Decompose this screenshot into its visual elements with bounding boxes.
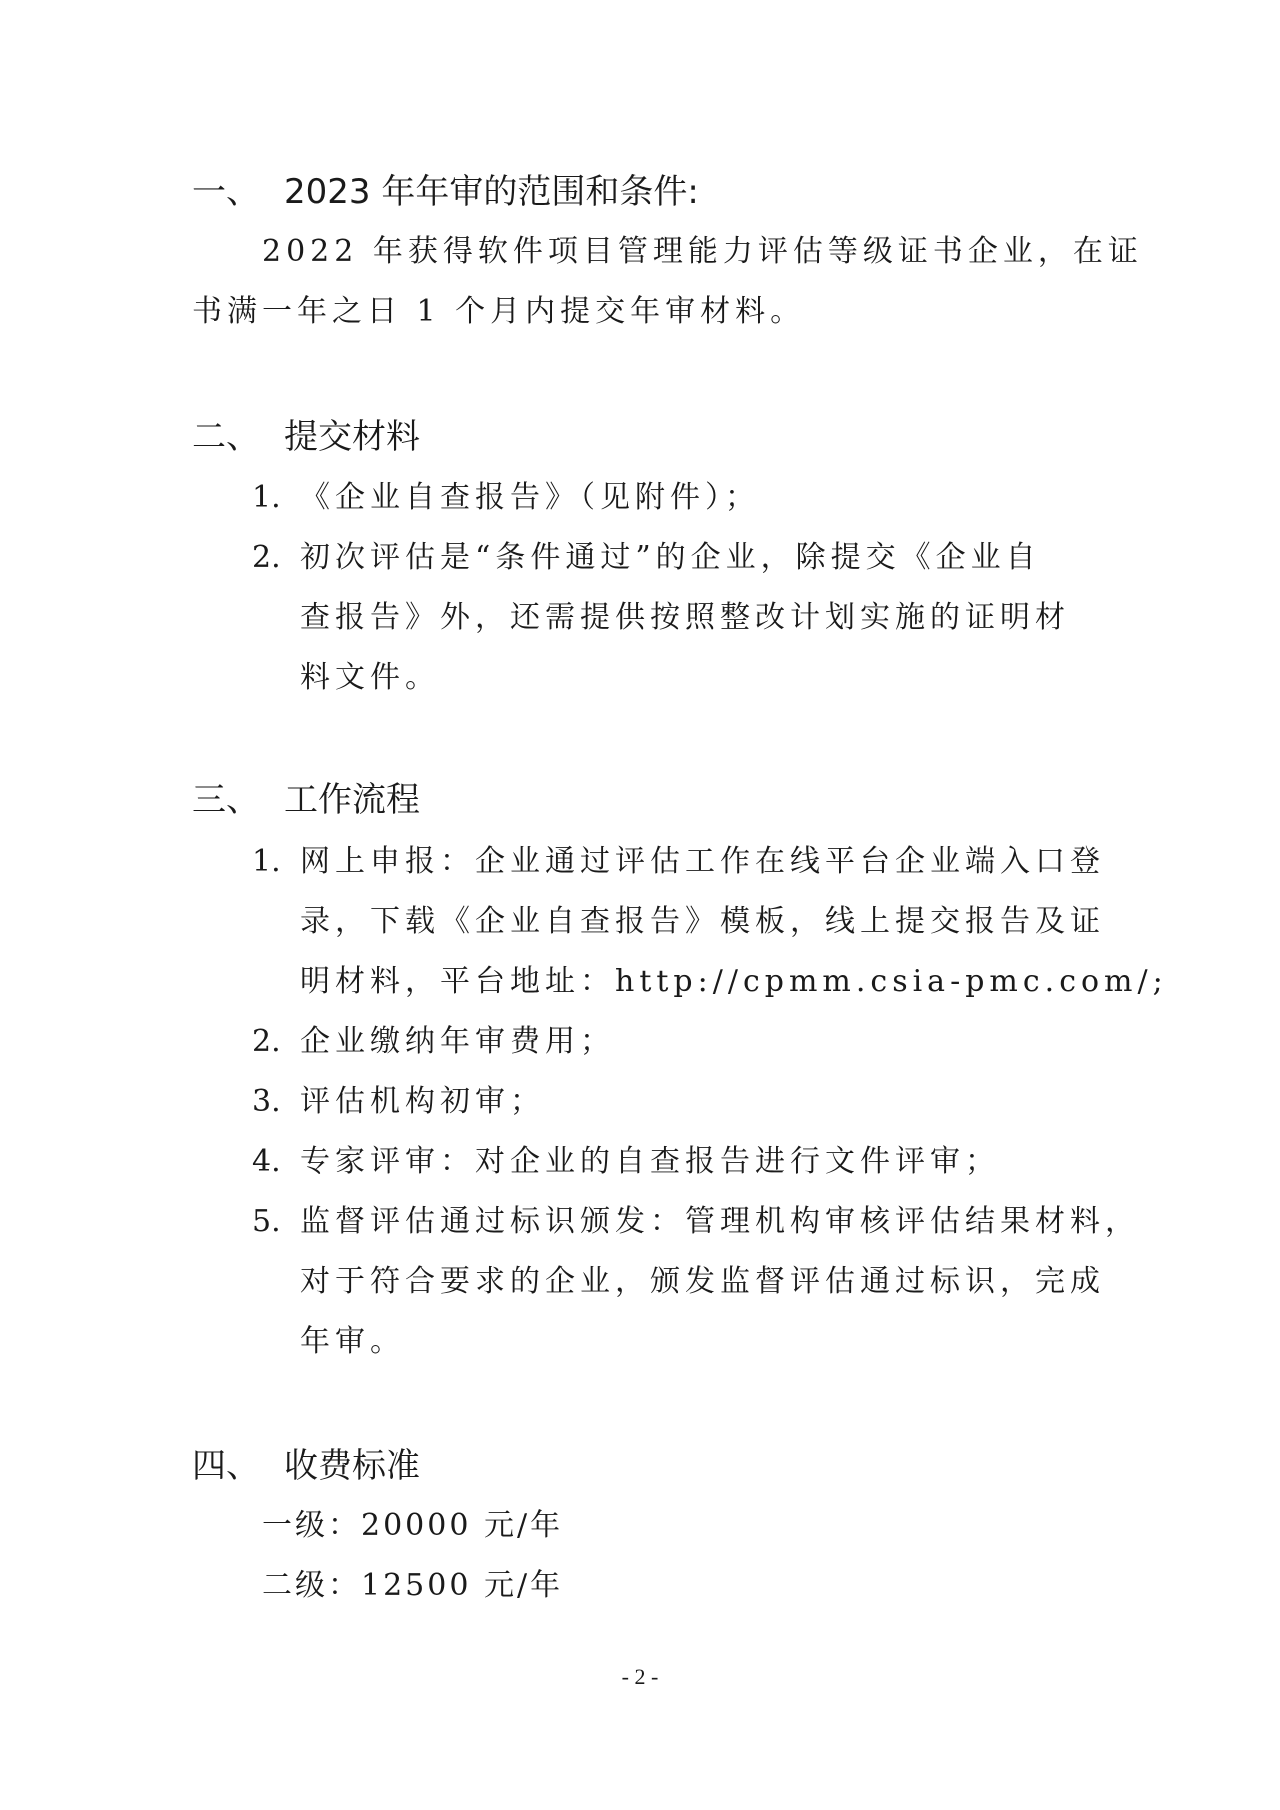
fee-level-1: 一级：20000 元/年 bbox=[262, 1508, 564, 1543]
list-item-number: 2. bbox=[252, 540, 281, 575]
section-3-number: 三、 bbox=[192, 780, 260, 820]
section-1-heading bbox=[192, 172, 699, 212]
section-1-paragraph-line-2: 书满一年之日 1 个月内提交年审材料。 bbox=[192, 294, 806, 329]
section-4-title: 收费标准 bbox=[284, 1446, 420, 1486]
list-item-number: 4. bbox=[252, 1144, 281, 1179]
list-item bbox=[252, 1132, 1000, 1192]
list-item-number: 2. bbox=[252, 1024, 281, 1059]
list-item-text: 评估机构初审； bbox=[300, 1084, 545, 1119]
section-1-number: 一、 bbox=[192, 172, 260, 212]
list-item-text: 网上申报：企业通过评估工作在线平台企业端入口登 bbox=[300, 844, 1105, 879]
list-item-number: 1. bbox=[252, 480, 281, 515]
list-item-continuation: 明材料，平台地址：http://cpmm.csia-pmc.com/; bbox=[300, 964, 1168, 999]
list-item-continuation: 年审。 bbox=[300, 1324, 405, 1359]
section-3-title: 工作流程 bbox=[284, 780, 420, 820]
list-item bbox=[252, 1192, 1140, 1252]
list-item-text: 监督评估通过标识颁发：管理机构审核评估结果材料， bbox=[300, 1204, 1140, 1239]
section-1-title: 2023 年年审的范围和条件: bbox=[284, 172, 699, 212]
list-item-number: 5. bbox=[252, 1204, 281, 1239]
list-item-continuation: 查报告》外，还需提供按照整改计划实施的证明材 bbox=[300, 600, 1070, 635]
list-item bbox=[252, 1072, 545, 1132]
list-item bbox=[252, 468, 760, 528]
list-item-text: 初次评估是“条件通过”的企业，除提交《企业自 bbox=[300, 540, 1041, 575]
section-4-heading bbox=[192, 1446, 420, 1486]
fee-level-2: 二级：12500 元/年 bbox=[262, 1568, 564, 1603]
list-item-continuation: 对于符合要求的企业，颁发监督评估通过标识，完成 bbox=[300, 1264, 1105, 1299]
list-item-continuation: 录，下载《企业自查报告》模板，线上提交报告及证 bbox=[300, 904, 1105, 939]
list-item-text: 专家评审：对企业的自查报告进行文件评审； bbox=[300, 1144, 1000, 1179]
list-item-text: 《企业自查报告》（见附件）； bbox=[300, 480, 760, 515]
list-item bbox=[252, 528, 1041, 588]
list-item-continuation: 料文件。 bbox=[300, 660, 440, 695]
section-2-number: 二、 bbox=[192, 417, 260, 457]
list-item bbox=[252, 832, 1105, 892]
list-item-text: 企业缴纳年审费用； bbox=[300, 1024, 615, 1059]
list-item bbox=[252, 1012, 615, 1072]
section-3-heading bbox=[192, 780, 420, 820]
section-2-title: 提交材料 bbox=[284, 417, 420, 457]
section-1-paragraph-line-1: 2022 年获得软件项目管理能力评估等级证书企业，在证 bbox=[262, 234, 1143, 269]
section-2-heading bbox=[192, 417, 420, 457]
page-number: - 2 - bbox=[621, 1664, 659, 1689]
list-item-number: 3. bbox=[252, 1084, 281, 1119]
list-item-number: 1. bbox=[252, 844, 281, 879]
section-4-number: 四、 bbox=[192, 1446, 260, 1486]
